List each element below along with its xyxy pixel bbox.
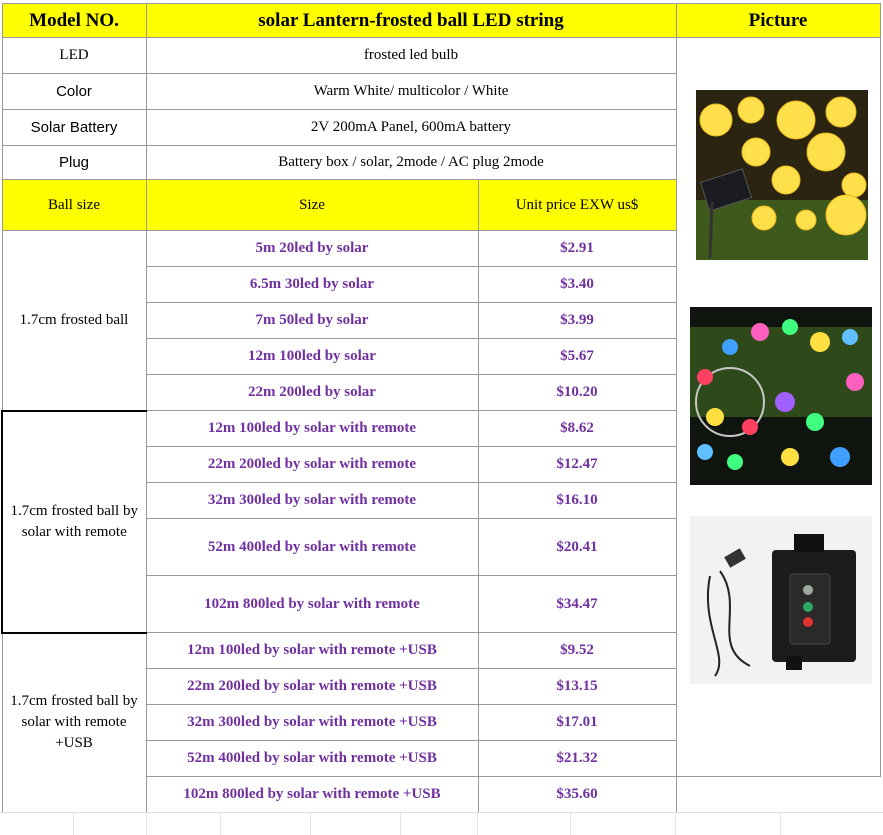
table-row-size: 5m 20led by solar xyxy=(146,231,478,267)
table-row-size: 22m 200led by solar xyxy=(146,375,478,411)
table-row-size: 32m 300led by solar with remote +USB xyxy=(146,705,478,741)
spreadsheet-empty-row xyxy=(0,812,883,835)
group-2-ball-size: 1.7cm frosted ball by solar with remote xyxy=(2,411,146,633)
spec-label-color: Color xyxy=(2,74,146,110)
price-header: Unit price EXW us$ xyxy=(478,180,676,231)
table-row-size: 52m 400led by solar with remote +USB xyxy=(146,741,478,777)
price-table xyxy=(1,3,881,813)
table-row-size: 32m 300led by solar with remote xyxy=(146,483,478,519)
table-row-size: 12m 100led by solar xyxy=(146,339,478,375)
table-row-price: $21.32 xyxy=(478,741,676,777)
table-row-size: 52m 400led by solar with remote xyxy=(146,519,478,576)
table-row-price: $9.52 xyxy=(478,633,676,669)
group-1-ball-size: 1.7cm frosted ball xyxy=(2,231,146,411)
spec-value-plug: Battery box / solar, 2mode / AC plug 2mode xyxy=(146,146,676,180)
table-row-size: 6.5m 30led by solar xyxy=(146,267,478,303)
spec-label-solar-battery: Solar Battery xyxy=(2,110,146,146)
table-row-size: 12m 100led by solar with remote xyxy=(146,411,478,447)
table-row-price: $3.99 xyxy=(478,303,676,339)
multicolor-lights-photo xyxy=(690,307,872,485)
spec-label-led: LED xyxy=(2,38,146,74)
picture-column xyxy=(676,38,880,777)
table-row-price: $35.60 xyxy=(478,777,676,813)
table-row-price: $3.40 xyxy=(478,267,676,303)
table-row-size: 12m 100led by solar with remote +USB xyxy=(146,633,478,669)
picture-header: Picture xyxy=(676,4,880,38)
table-row-size: 102m 800led by solar with remote xyxy=(146,576,478,633)
spec-value-solar-battery: 2V 200mA Panel, 600mA battery xyxy=(146,110,676,146)
table-row-price: $5.67 xyxy=(478,339,676,375)
warm-white-lights-photo xyxy=(696,90,868,260)
spec-value-color: Warm White/ multicolor / White xyxy=(146,74,676,110)
table-row-price: $16.10 xyxy=(478,483,676,519)
ball-size-header: Ball size xyxy=(2,180,146,231)
table-row-price: $10.20 xyxy=(478,375,676,411)
table-row-price: $17.01 xyxy=(478,705,676,741)
table-row-price: $12.47 xyxy=(478,447,676,483)
product-title: solar Lantern-frosted ball LED string xyxy=(146,4,676,38)
model-no-header: Model NO. xyxy=(2,4,146,38)
table-row-price: $13.15 xyxy=(478,669,676,705)
table-row-price: $34.47 xyxy=(478,576,676,633)
spec-label-plug: Plug xyxy=(2,146,146,180)
table-row-price: $2.91 xyxy=(478,231,676,267)
size-header: Size xyxy=(146,180,478,231)
table-row-price: $8.62 xyxy=(478,411,676,447)
table-row-size: 22m 200led by solar with remote +USB xyxy=(146,669,478,705)
table-row-size: 102m 800led by solar with remote +USB xyxy=(146,777,478,813)
battery-box-photo xyxy=(690,516,872,684)
table-row-price: $20.41 xyxy=(478,519,676,576)
spec-value-led: frosted led bulb xyxy=(146,38,676,74)
group-3-ball-size: 1.7cm frosted ball by solar with remote +USB xyxy=(2,633,146,813)
table-row-size: 7m 50led by solar xyxy=(146,303,478,339)
table-row-size: 22m 200led by solar with remote xyxy=(146,447,478,483)
